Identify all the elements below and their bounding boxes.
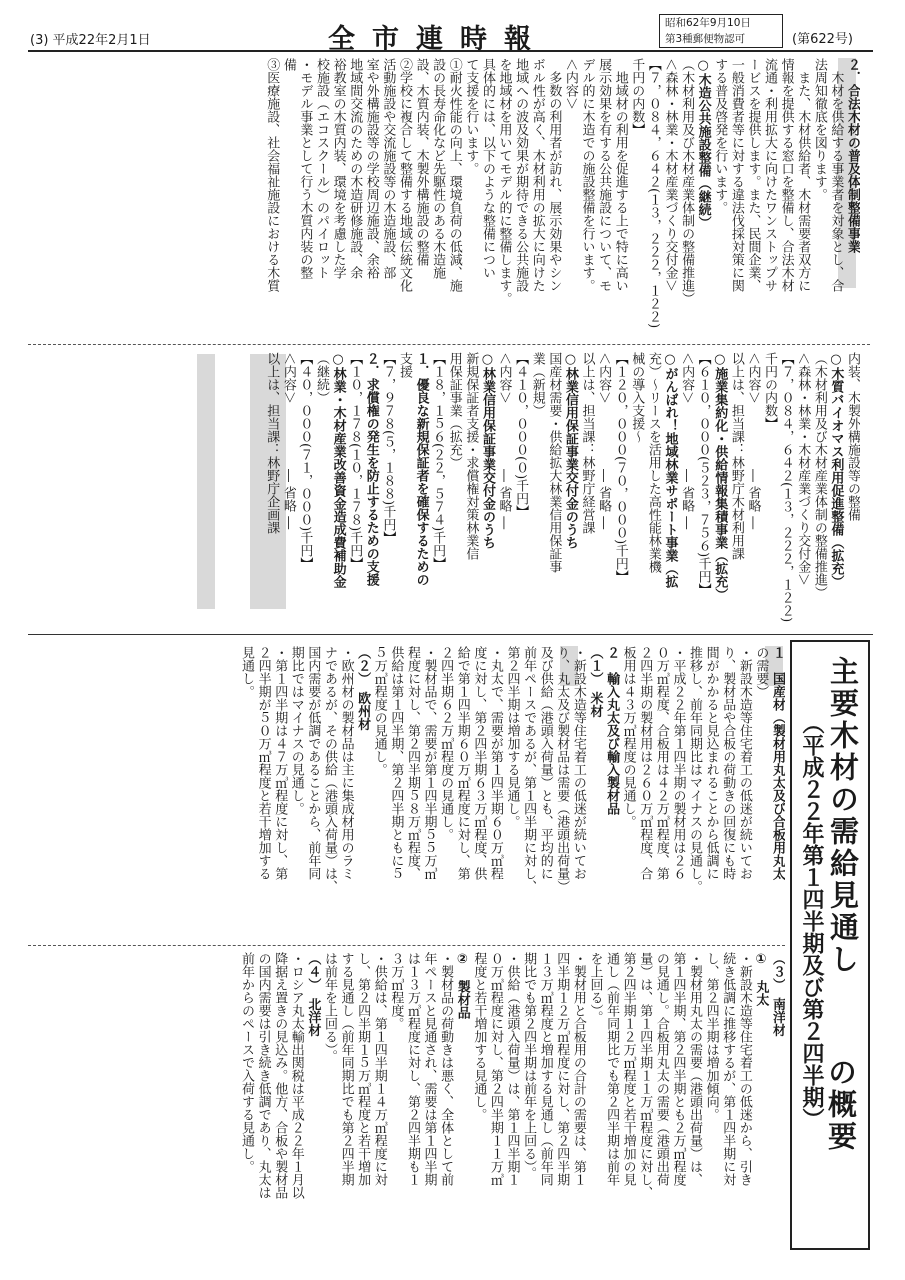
text-line: ②学校に複合して整備する地域伝統文化: [396, 58, 412, 292]
text-line: １．優良な新規保証者を確保するための: [413, 352, 429, 586]
text-line: ＜内容＞ ― 省略 ―: [679, 352, 695, 530]
top-section-divider: [28, 344, 870, 345]
section-divider: [28, 634, 873, 635]
text-line: 地域材の利用を促進する上で特に高い: [612, 58, 628, 292]
text-line: て支援を行います。: [463, 58, 479, 175]
text-line: ０万㎥程度、合板用は４２万㎥程度、第: [653, 646, 669, 880]
text-line: 用保証事業（拡充）: [446, 352, 462, 469]
article-title: 主要木材の需給見通し: [826, 656, 860, 976]
text-line: し、第２四半期１５万㎥程度と若干増加: [355, 952, 371, 1186]
text-line: する普及啓発を行います。: [712, 58, 728, 214]
text-line: （３） 南洋材: [770, 952, 785, 1037]
text-line: 以上は、担当課：林野庁経営課: [579, 352, 595, 534]
text-line: ＜森林・林業・木材産業づくり交付金＞: [795, 352, 811, 587]
newspaper-title: 全市連時報: [328, 24, 548, 55]
text-line: の見通し。合板用丸太の需要（港頭出荷: [653, 952, 669, 1186]
text-line: ③医療施設、社会福祉施設における木質: [264, 58, 280, 292]
text-line: また、木材供給者、木材需要者双方に: [795, 58, 811, 292]
text-line: は１３万㎥程度に対し、第２四半期も１: [404, 952, 420, 1186]
text-line: 年ペースと見通され、需要は第１四半期: [421, 952, 437, 1186]
article-title-box: [790, 640, 870, 1250]
text-line: ナであるが、その供給（港頭入荷量）は、: [321, 646, 337, 893]
text-line: 量）は、第１四半期１１万㎥程度に対し、: [637, 952, 653, 1199]
text-line: 国産材需要・供給拡大林業信用保証事: [546, 352, 562, 573]
text-line: ・第１四半期は４７万㎥程度に対し、第: [272, 646, 288, 880]
text-line: ○木質バイオマス利用促進整備（拡充）: [828, 352, 844, 588]
text-line: ２．合法木材の普及体制整備事業: [845, 58, 860, 253]
text-line: 木材を供給する事業者を対象とし、合: [828, 58, 844, 292]
top-column-a: [28, 58, 860, 338]
header-rule: [28, 50, 873, 52]
text-line: ５万㎥程度の見通し。: [371, 646, 387, 776]
text-line: １３万㎥程度と増加する見通し（前年同: [537, 952, 553, 1186]
text-line: ○がんばれ！地域林業サポート事業（拡: [662, 352, 678, 588]
text-line: 続き低調に推移するが、第１四半期に対: [720, 952, 736, 1186]
text-line: 設の長寿命化など先駆性のある木造施: [430, 58, 446, 279]
text-line: 供給は第１四半期、第２四半期ともに５: [388, 646, 404, 880]
text-line: 充）～リースを活用した高性能林業機: [645, 352, 661, 573]
text-line: 及び供給（港頭入荷量）とも、平均的に: [537, 646, 553, 880]
text-line: 備: [280, 58, 296, 71]
text-line: （１） 米材: [587, 646, 603, 718]
text-line: 度に対し、第２四半期６３万㎥程度、供: [471, 646, 487, 880]
text-line: を上回る）。: [587, 952, 603, 1024]
text-line: 板用は４３万㎥程度の見通し。: [620, 646, 636, 828]
text-line: ２．求償権の発生を防止するための支援: [363, 352, 379, 586]
text-line: 前年からのペースで入荷する見通し。: [239, 952, 254, 1173]
text-line: ・モデル事業として行う木質内装の整: [297, 58, 313, 279]
text-line: ○林業信用保証事業交付金のうち: [479, 352, 495, 549]
text-line: 流通・利用拡大に向けたワンストップサ: [762, 58, 778, 292]
text-line: 【４１０，０００(０)千円】: [513, 352, 529, 519]
text-line: の国内需要は引き続き低調であり、丸太は: [255, 952, 271, 1199]
text-line: ３万㎥程度。: [388, 952, 404, 1030]
text-line: 給で第１四半期６０万㎥程度に対し、第: [454, 646, 470, 880]
text-line: ○施業集約化・供給情報集積事業（拡充）: [712, 352, 728, 601]
text-line: ○木造公共施設整備（継続）: [695, 58, 711, 229]
text-line: 裕教室の木質内装、環境を考慮した学: [330, 58, 346, 279]
text-line: ＜内容＞ ― 省略 ―: [745, 352, 761, 530]
text-line: 【６１０，０００(５２３，７５６)千円】: [695, 352, 711, 597]
text-line: 展示効果を有する公共施設について、モ: [596, 58, 612, 292]
article-title-tail: の概要: [824, 1057, 858, 1153]
text-line: ・平成２２年第１四半期の製材用は２６: [670, 646, 686, 880]
text-line: 前年ペースであるが、第１四半期に対し、: [521, 646, 537, 893]
text-line: ・製材品で、需要が第１四半期５５万㎥: [421, 646, 437, 880]
text-line: 千円の内数】: [629, 58, 645, 136]
text-line: 【４０，０００(７１，０００)千円】: [297, 352, 313, 571]
text-line: ＜内容＞: [562, 58, 578, 111]
text-line: 程度に対し、第２四半期５８万㎥程度、: [404, 646, 420, 880]
text-line: 多数の利用者が訪れ、展示効果やシン: [546, 58, 562, 292]
text-line: ２四半期６２万㎥程度の見通し。: [438, 646, 454, 841]
text-line: 推移し、前年同期比はマイナスの見通し。: [687, 646, 703, 893]
text-line: ２ 輸入丸太及び輸入製材品: [604, 646, 620, 815]
text-line: 内装、木製外構施設等の整備: [845, 352, 860, 521]
text-line: ・新設木造等住宅着工の低迷から、引き: [736, 952, 752, 1186]
text-line: 第２四半期は増加する見通し。: [504, 646, 520, 828]
text-line: 地域への波及効果が期待できる公共施設: [513, 58, 529, 292]
text-line: ・製材用丸太の需要（港頭出荷量）は、: [687, 952, 703, 1186]
text-line: 以上は、担当課：林野庁企画課: [264, 352, 280, 534]
text-line: ・ロシア丸太輸出関税は平成２２年１月以: [288, 952, 304, 1199]
text-line: 降据え置きの見込み。他方、合板や製材品: [272, 952, 288, 1199]
text-line: 【１０，１７８(１０，１７８)千円】: [347, 352, 363, 571]
text-line: 一般消費者等に対する違法伐採対策に関: [728, 58, 744, 292]
text-line: 第２四半期１２万㎥程度と若干増加の見: [620, 952, 636, 1186]
registration-box: [659, 14, 783, 48]
text-line: ＜内容＞ ― 省略 ―: [280, 352, 296, 530]
text-line: ービスを提供します。また、民間企業、: [745, 58, 761, 292]
text-line: 通し（前年同期比でも第２四半期は前年: [604, 952, 620, 1186]
text-line: 【７，０８４，６４２(１３，２２２，１２２): [645, 58, 661, 329]
issue-number: (第622号): [792, 32, 853, 47]
text-line: ・新設木造等住宅着工の低迷が続いてお: [736, 646, 752, 880]
article-subtitle: （平成２２年第１四半期及び第２四半期）: [799, 712, 825, 1130]
text-line: ①耐火性能の向上、環境負荷の低減、施: [446, 58, 462, 292]
text-line: 地域間交流のための木造研修施設、余: [347, 58, 363, 279]
text-line: 程度と若干増加する見通し。: [471, 952, 487, 1121]
text-line: 【１８，１５６(２２，５７４)千円】: [430, 352, 446, 571]
text-line: ① 丸太: [753, 952, 769, 1006]
text-line: 国内需要が低調であることから、前年同: [305, 646, 321, 880]
text-line: ＜内容＞ ― 省略 ―: [496, 352, 512, 530]
text-line: 設、木質内装、木製外構施設の整備: [413, 58, 429, 266]
text-line: 【７，９７８(５，１８８)千円】: [380, 352, 396, 545]
text-line: ・欧州材の製材品は主に集成材用のラミ: [338, 646, 354, 880]
text-line: の需要）: [753, 646, 769, 698]
text-line: ・新設木造等住宅着工の低迷が続いてお: [570, 646, 586, 880]
text-line: （継続）: [314, 352, 329, 404]
text-line: ・供給は、第１四半期１４万㎥程度に対: [371, 952, 387, 1186]
text-line: （４） 北洋材: [305, 952, 321, 1037]
text-line: 千円の内数】: [762, 352, 778, 430]
top-column-b: [28, 352, 860, 627]
text-line: し、第２四半期は増加傾向。: [703, 952, 719, 1121]
text-line: （２） 欧州材: [355, 646, 371, 731]
page-date: (3) 平成22年2月1日: [30, 33, 151, 48]
text-line: ② 製材品: [454, 952, 470, 1019]
text-line: ・丸太で、需要が第１四半期６０万㎥程: [487, 646, 503, 880]
text-line: り、製材品や合板の荷動きの回復にも時: [720, 646, 736, 880]
text-line: 法周知徹底を図ります。: [811, 58, 827, 201]
text-line: 情報を提供する窓口を整備し、合法木材: [778, 58, 794, 292]
text-line: ２四半期の製材用は２６０万㎥程度、合: [637, 646, 653, 880]
text-line: 活動施設や交流施設等の木造施設、部: [380, 58, 396, 279]
text-line: 業（新規）: [529, 352, 545, 417]
text-line: （木材利用及び木材産業体制の整備推進）: [679, 58, 695, 305]
text-line: 見通し。: [239, 646, 254, 698]
article-column-c: [28, 646, 785, 938]
text-line: 【１２０，０００(７０，０００)千円】: [612, 352, 628, 584]
text-line: 室や外構施設等の学校周辺施設、余裕: [363, 58, 379, 279]
text-line: ０万㎥程度に対し、第２四半期１１万㎥: [487, 952, 503, 1186]
text-line: １ 国産材（製材用丸太及び合板用丸太: [770, 646, 785, 880]
text-line: 期比ではマイナスの見通し。: [288, 646, 304, 815]
text-line: 支援: [396, 352, 412, 378]
text-line: 具体的には、以下のような整備につい: [479, 58, 495, 279]
text-line: ・製材品の荷動きは悪く、全体として前: [438, 952, 454, 1186]
text-line: ○林業信用保証事業交付金のうち: [562, 352, 578, 549]
text-line: 以上は、担当課：林野庁木材利用課: [728, 352, 744, 560]
text-line: 新規保証者支援・求償権対策林業信: [463, 352, 479, 560]
text-line: 第１四半期、第２四半期とも２万㎥程度: [670, 952, 686, 1186]
text-line: ボル性が高く、木材利用の拡大に向けた: [529, 58, 545, 292]
text-line: ＜内容＞ ― 省略 ―: [596, 352, 612, 530]
article-column-d: [28, 952, 785, 1252]
article-divider: [28, 945, 785, 946]
text-line: 期比でも第２四半期は前年を上回る）。: [521, 952, 537, 1180]
text-line: り、丸太及び製材品は需要（港頭出荷量）: [554, 646, 570, 893]
text-line: 四半期１２万㎥程度に対し、第２四半期: [554, 952, 570, 1186]
text-line: ＜森林・林業・木材産業づくり交付金＞: [662, 58, 678, 293]
text-line: 校施設（エコスクール）のパイロット: [314, 58, 329, 279]
registration-line-1: 昭和62年9月10日: [665, 17, 751, 29]
text-line: する見通し（前年同期比でも第２四半期: [338, 952, 354, 1186]
text-line: を地域材を用いてモデル的に整備します。: [496, 58, 512, 305]
text-line: 械の導入支援～: [629, 352, 645, 443]
text-line: 【７，０８４，６４２(１３，２２２，１２２): [778, 352, 794, 623]
text-line: ○林業・木材産業改善資金造成費補助金: [330, 352, 346, 588]
text-line: ２四半期が５０万㎥程度と若干増加する: [255, 646, 271, 880]
text-line: ・供給（港頭入荷量）は、第１四半期１: [504, 952, 520, 1186]
text-line: デル的に木造での施設整備を行います。: [579, 58, 595, 292]
text-line: （木材利用及び木材産業体制の整備推進）: [811, 352, 827, 599]
text-line: ・製材用と合板用の合計の需要は、第１: [570, 952, 586, 1186]
registration-line-2: 第3種郵便物認可: [665, 33, 746, 45]
text-line: は前年を上回る）。: [321, 952, 337, 1063]
text-line: 間がかかると見込まれることから低調に: [703, 646, 719, 880]
